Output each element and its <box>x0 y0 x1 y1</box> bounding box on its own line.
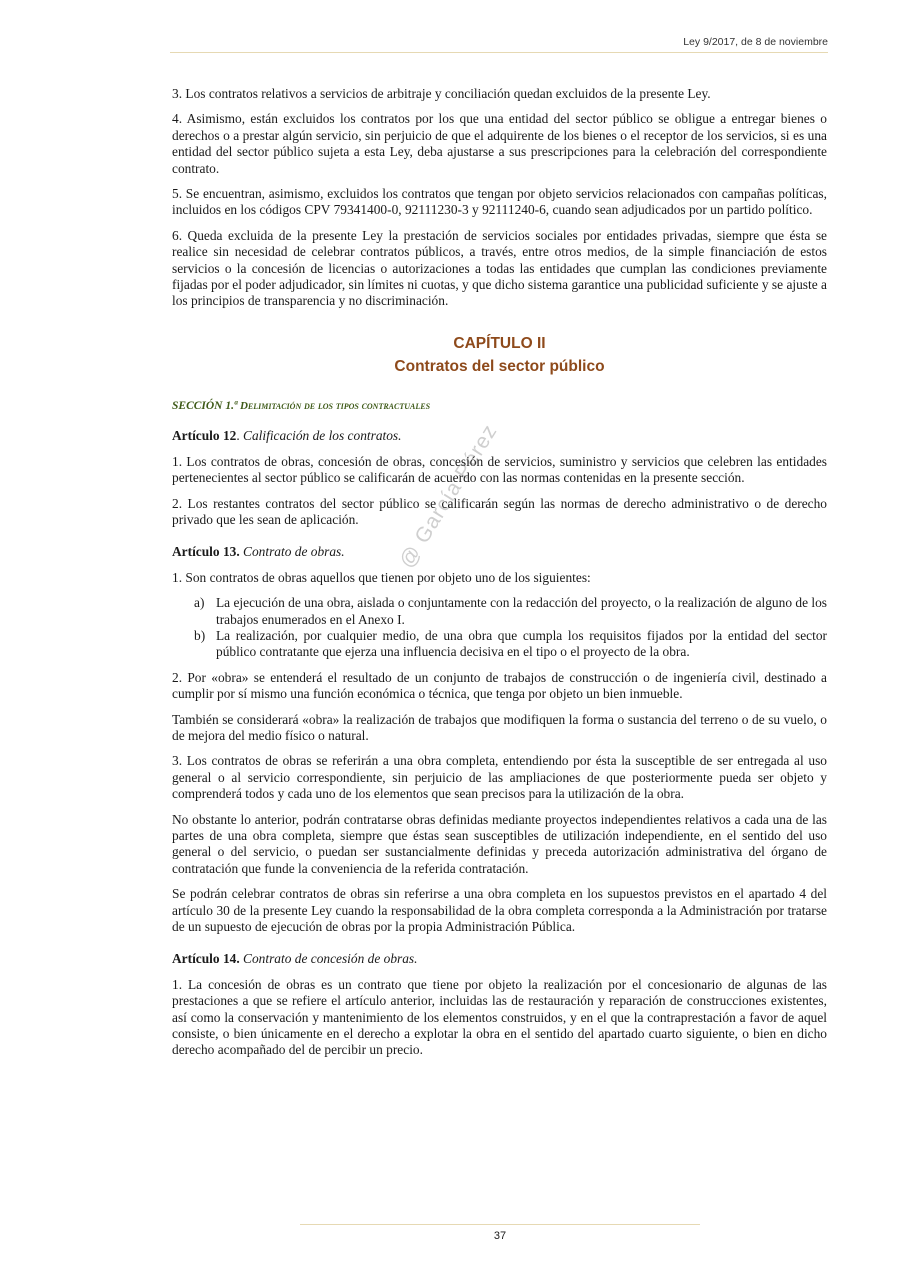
paragraph: 3. Los contratos de obras se referirán a una obra completa, entendiendo por ésta la susceptible de ser entregada al uso general o al servicio correspondiente, sin perjuicio de las ampliaciones de que posteriormente pueda ser objeto y comprenderá todos y cada uno de los elementos que sean precisos para la utilización de la obra. <box>172 753 827 802</box>
footer-divider <box>300 1224 700 1225</box>
lettered-list <box>172 595 827 661</box>
article-heading: Contrato de obras. <box>243 544 345 560</box>
paragraph: 3. Los contratos relativos a servicios de arbitraje y conciliación quedan excluidos de la presente Ley. <box>172 86 711 101</box>
paragraph: 1. Los contratos de obras, concesión de obras, concesión de servicios, suministro y servicios que celebren las entidades pertenecientes al sector público se calificarán de acuerdo con las normas contenidas en la presente sección. <box>172 453 827 486</box>
paragraph: 2. Por «obra» se entenderá el resultado de un conjunto de trabajos de construcción o de ingeniería civil, destinado a cumplir por sí mismo una función económica o técnica, que tenga por objeto un bien inmueble. <box>172 669 827 702</box>
running-header: Ley 9/2017, de 8 de noviembre <box>683 36 828 48</box>
article-13 <box>172 544 827 935</box>
list-item-text: La realización, por cualquier medio, de una obra que cumpla los requisitos fijados por la entidad del sector público contratante que ejerza una influencia decisiva en el tipo o el proyecto de la obra. <box>216 627 827 660</box>
page-number: 37 <box>493 1230 507 1242</box>
article-title <box>172 544 827 560</box>
article-label: Artículo 12 <box>172 428 237 444</box>
paragraph: No obstante lo anterior, podrán contratarse obras definidas mediante proyectos independientes relativos a cada una de las partes de una obra completa, siempre que éstas sean susceptibles de utilización independiente, en el sentido del uso general o del servicio, o puedan ser sustancialmente definidas y preceda autorización administrativa del órgano de contratación que funde la conveniencia de la referida contratación. <box>172 811 827 876</box>
article-label: Artículo 13. <box>172 544 240 560</box>
paragraph: 1. La concesión de obras es un contrato que tiene por objeto la realización por el concesionario de algunas de las prestaciones a que se refiere el artículo anterior, incluidas las de restauración y reparación de construcciones existentes, así como la conservación y mantenimiento de los elementos construidos, y en el que la contraprestación a favor de aquel consiste, o bien únicamente en el derecho a explotar la obra en el sentido del apartado cuarto siguiente, o bien en dicho derecho acompañado del de percibir un precio. <box>172 976 827 1058</box>
chapter-heading <box>172 332 827 378</box>
article-14 <box>172 951 827 1058</box>
list-item-text: La ejecución de una obra, aislada o conjuntamente con la redacción del proyecto, o la realización de alguno de los trabajos enumerados en el Anexo I. <box>216 595 827 627</box>
article-heading: Contrato de concesión de obras. <box>243 951 418 967</box>
list-marker: a) <box>194 595 205 611</box>
article-label: Artículo 14. <box>172 951 240 967</box>
section-title: Delimitación de los tipos contractuales <box>239 399 431 412</box>
list-item <box>194 595 827 628</box>
paragraph: 2. Los restantes contratos del sector público se calificarán según las normas de derecho administrativo o de derecho privado que les sean de aplicación. <box>172 495 827 527</box>
paragraph: 4. Asimismo, están excluidos los contratos por los que una entidad del sector público se obligue a entregar bienes o derechos o a prestar algún servicio, sin perjuicio de que el adquirente de los bienes o el receptor de los servicios, si es una entidad del sector público sujeta a esta Ley, deba ajustarse a sus prescripciones para la celebración del correspondiente contrato. <box>172 111 827 176</box>
section-label: SECCIÓN 1.ª <box>172 399 238 412</box>
paragraph: 6. Queda excluida de la presente Ley la prestación de servicios sociales por entidades privadas, siempre que ésta se realice sin necesidad de celebrar contratos públicos, a través, entre otros medios, de la simple financiación de estos servicios o la concesión de licencias o autorizaciones a todas las entidades que cumplan las condiciones previamente fijadas por el poder adjudicador, sin límites ni cuotas, y que dicho sistema garantice una publicidad suficiente y se ajuste a los principios de transparencia y no discriminación. <box>172 227 827 309</box>
section-heading <box>172 398 827 414</box>
paragraph: 5. Se encuentran, asimismo, excluidos los contratos que tengan por objeto servicios relacionados con campañas políticas, incluidos en los códigos CPV 79341400-0, 92111230-3 y 92111240-6, cuando sean adjudicados por un partido político. <box>172 186 827 218</box>
article-title <box>172 951 827 967</box>
article-heading: Calificación de los contratos. <box>243 428 402 444</box>
list-item <box>194 627 827 661</box>
chapter-title: Contratos del sector público <box>394 357 605 375</box>
article-title: Artículo 12. Calificación de los contratos. <box>172 428 402 444</box>
paragraph: También se considerará «obra» la realización de trabajos que modifiquen la forma o sustancia del terreno o de su vuelo, o de mejora del medio físico o natural. <box>172 711 827 743</box>
watermark: @ García Pérez <box>395 420 502 573</box>
article-12 <box>172 428 827 528</box>
chapter-number: CAPÍTULO II <box>453 334 546 352</box>
paragraph: Se podrán celebrar contratos de obras sin referirse a una obra completa en los supuestos previstos en el apartado 4 del artículo 30 de la presente Ley cuando la responsabilidad de la obra completa corresponda a la Administración por tratarse de un supuesto de ejecución de obras por la propia Administración Pública. <box>172 886 827 935</box>
header-divider <box>170 52 828 53</box>
page-content <box>172 86 827 1075</box>
paragraph: 1. Son contratos de obras aquellos que tienen por objeto uno de los siguientes: <box>172 569 591 585</box>
list-marker: b) <box>194 627 206 643</box>
